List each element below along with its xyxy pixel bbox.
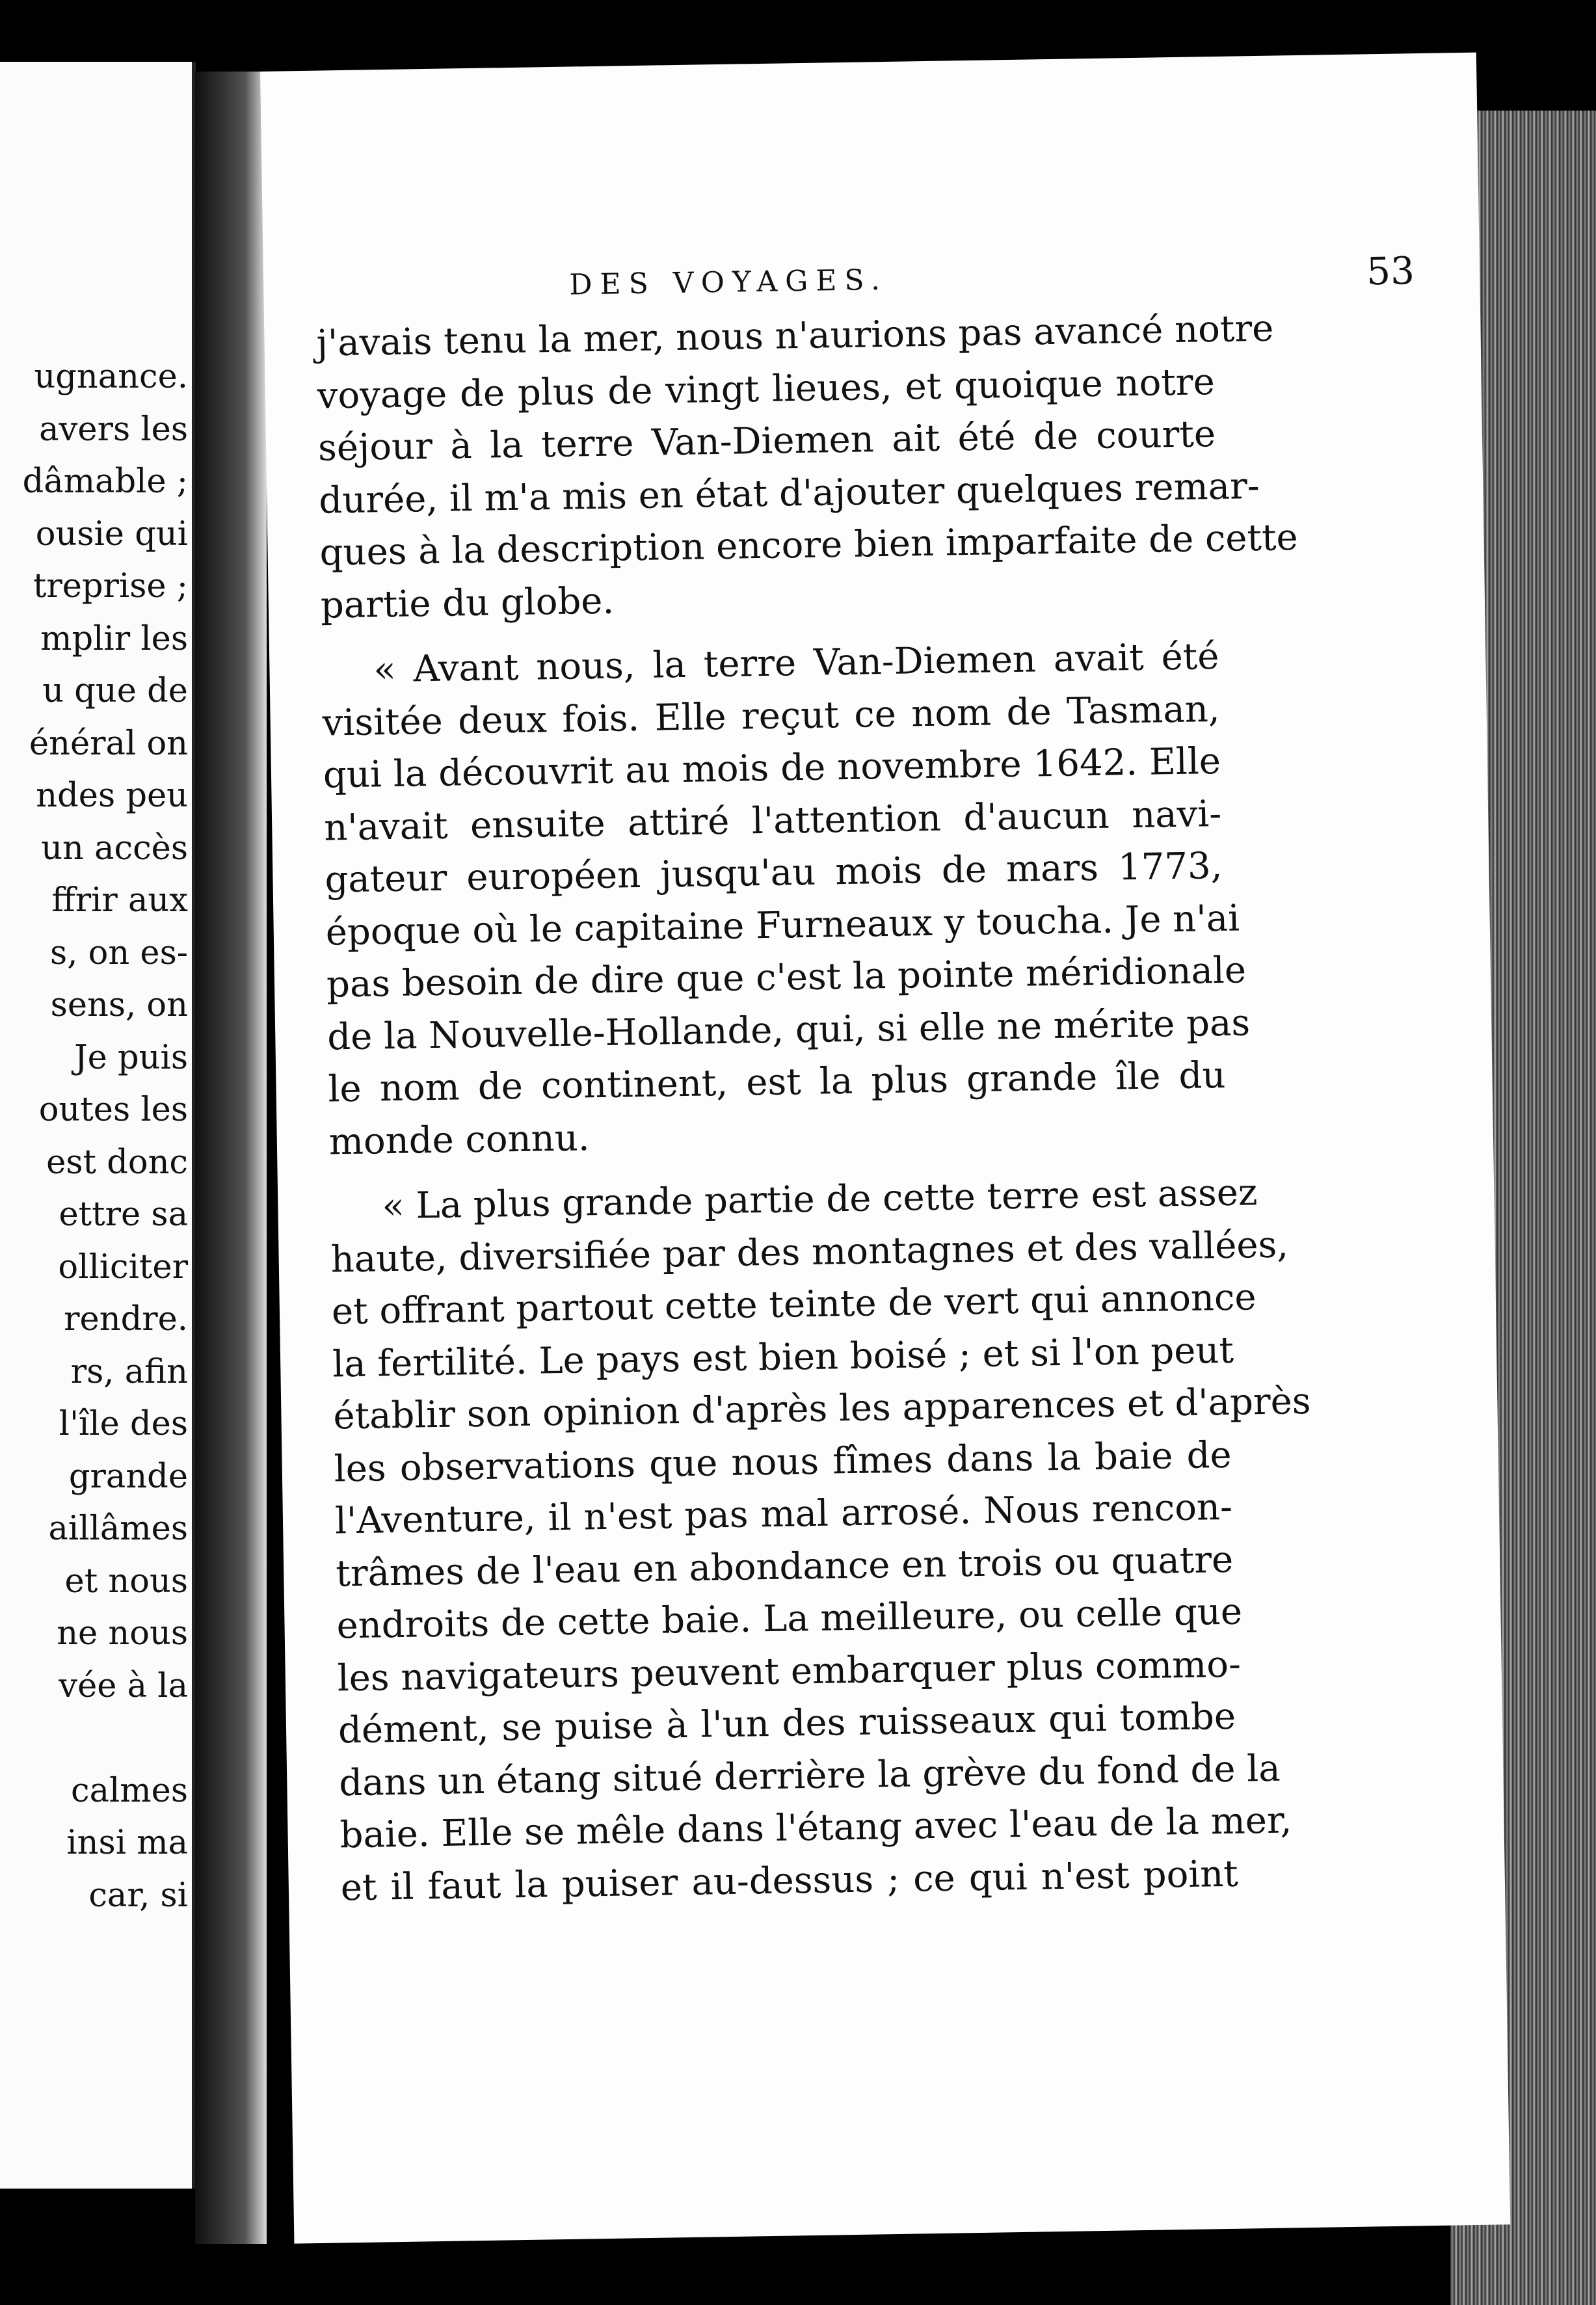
- left-page-line: l'île des: [59, 1405, 188, 1443]
- left-page-line: ne nous: [57, 1614, 188, 1653]
- left-page-line: mplir les: [40, 619, 188, 658]
- running-head-title: DES VOYAGES.: [568, 263, 888, 302]
- text-line: dément, se puise à l'un des ruisseaux qui tombe: [338, 1695, 1236, 1752]
- text-line: gateur européen jusqu'au mois de mars 1773,: [325, 844, 1223, 901]
- text-line: le nom de continent, est la plus grande île du: [328, 1054, 1226, 1111]
- left-page-line: dâmable ;: [22, 462, 188, 501]
- left-page-line: insi ma: [66, 1824, 188, 1862]
- left-page-line: ffrir aux: [51, 881, 188, 920]
- left-page-line: outes les: [38, 1091, 188, 1129]
- left-page-line: ndes peu: [36, 777, 188, 815]
- text-line: ques à la description encore bien imparfaite de cette: [319, 516, 1299, 574]
- text-line: trâmes de l'eau en abondance en trois ou quatre: [335, 1538, 1234, 1595]
- left-page-line: ettre sa: [59, 1195, 188, 1234]
- running-head: [568, 248, 1415, 302]
- left-page-line: ousie qui: [35, 514, 188, 553]
- left-page-line: car, si: [88, 1876, 188, 1915]
- page-number: 53: [1366, 248, 1415, 294]
- text-line: les observations que nous fîmes dans la baie de: [334, 1433, 1232, 1490]
- text-line: séjour à la terre Van-Diemen ait été de courte: [317, 412, 1216, 470]
- left-page-line: sens, on: [50, 986, 188, 1024]
- text-line: « La plus grande partie de cette terre est assez: [381, 1171, 1258, 1228]
- right-page: [260, 53, 1510, 2244]
- text-line: époque où le capitaine Furneaux y toucha. Je n'ai: [325, 897, 1240, 954]
- left-page-line: treprise ;: [33, 567, 188, 606]
- text-line: durée, il m'a mis en état d'ajouter quelques remar-: [318, 464, 1260, 522]
- body-text: [316, 304, 1312, 1914]
- book-gutter: [195, 72, 267, 2244]
- left-page-line: avers les: [39, 410, 188, 449]
- left-page-line: et nous: [64, 1562, 188, 1601]
- text-line: et il faut la puiser au-dessus ; ce qui n'est point: [340, 1852, 1239, 1909]
- text-line: dans un étang situé derrière la grève du fond de la: [338, 1747, 1281, 1804]
- text-line: l'Aventure, il n'est pas mal arrosé. Nous rencon-: [334, 1486, 1233, 1543]
- left-page-line: u que de: [42, 672, 188, 710]
- left-page-line: Je puis: [74, 1038, 188, 1077]
- paragraph: [321, 631, 1251, 1169]
- left-page-line: rs, afin: [70, 1352, 188, 1391]
- text-line: voyage de plus de vingt lieues, et quoique notre: [317, 360, 1216, 418]
- paragraph: [330, 1167, 1312, 1915]
- text-line: monde connu.: [328, 1116, 591, 1164]
- left-page-line: rendre.: [64, 1300, 188, 1339]
- text-line: les navigateurs peuvent embarquer plus commo-: [337, 1643, 1242, 1699]
- left-page-line: vée à la: [59, 1666, 188, 1705]
- paragraph: [316, 304, 1299, 632]
- left-page-line: s, on es-: [50, 933, 188, 972]
- left-page-line: olliciter: [58, 1247, 188, 1286]
- left-page-line: énéral on: [29, 724, 188, 763]
- left-page-line: grande: [68, 1457, 188, 1496]
- text-line: et offrant partout cette teinte de vert qui annonce: [331, 1276, 1257, 1333]
- text-line: « Avant nous, la terre Van-Diemen avait été: [373, 635, 1219, 691]
- left-page-line: [0, 1712, 188, 1765]
- text-line: partie du globe.: [320, 580, 615, 627]
- text-line: endroits de cette baie. La meilleure, ou celle que: [336, 1590, 1243, 1647]
- text-line: visitée deux fois. Elle reçut ce nom de Tasman,: [322, 687, 1221, 745]
- text-line: n'avait ensuite attiré l'attention d'aucun navi-: [323, 792, 1222, 849]
- text-line: pas besoin de dire que c'est la pointe méridionale: [326, 949, 1247, 1006]
- left-page-line: aillâmes: [48, 1510, 188, 1548]
- text-line: haute, diversifiée par des montagnes et des vallées,: [330, 1223, 1289, 1281]
- left-page-line: ugnance.: [34, 358, 188, 396]
- text-line: qui la découvrit au mois de novembre 1642. Elle: [323, 739, 1221, 797]
- left-page-line: un accès: [41, 829, 188, 868]
- text-line: de la Nouvelle-Hollande, qui, si elle ne mérite pas: [326, 1001, 1251, 1059]
- left-page: [0, 62, 196, 2189]
- left-page-line: calmes: [71, 1771, 188, 1810]
- left-page-text: [0, 351, 188, 1922]
- text-line: établir son opinion d'après les apparences et d'après: [332, 1379, 1312, 1438]
- text-line: la fertilité. Le pays est bien boisé ; et si l'on peut: [332, 1329, 1234, 1385]
- text-line: baie. Elle se mêle dans l'étang avec l'eau de la mer,: [339, 1799, 1292, 1857]
- text-line: j'avais tenu la mer, nous n'aurions pas avancé notre: [316, 307, 1274, 365]
- left-page-line: est donc: [46, 1143, 188, 1182]
